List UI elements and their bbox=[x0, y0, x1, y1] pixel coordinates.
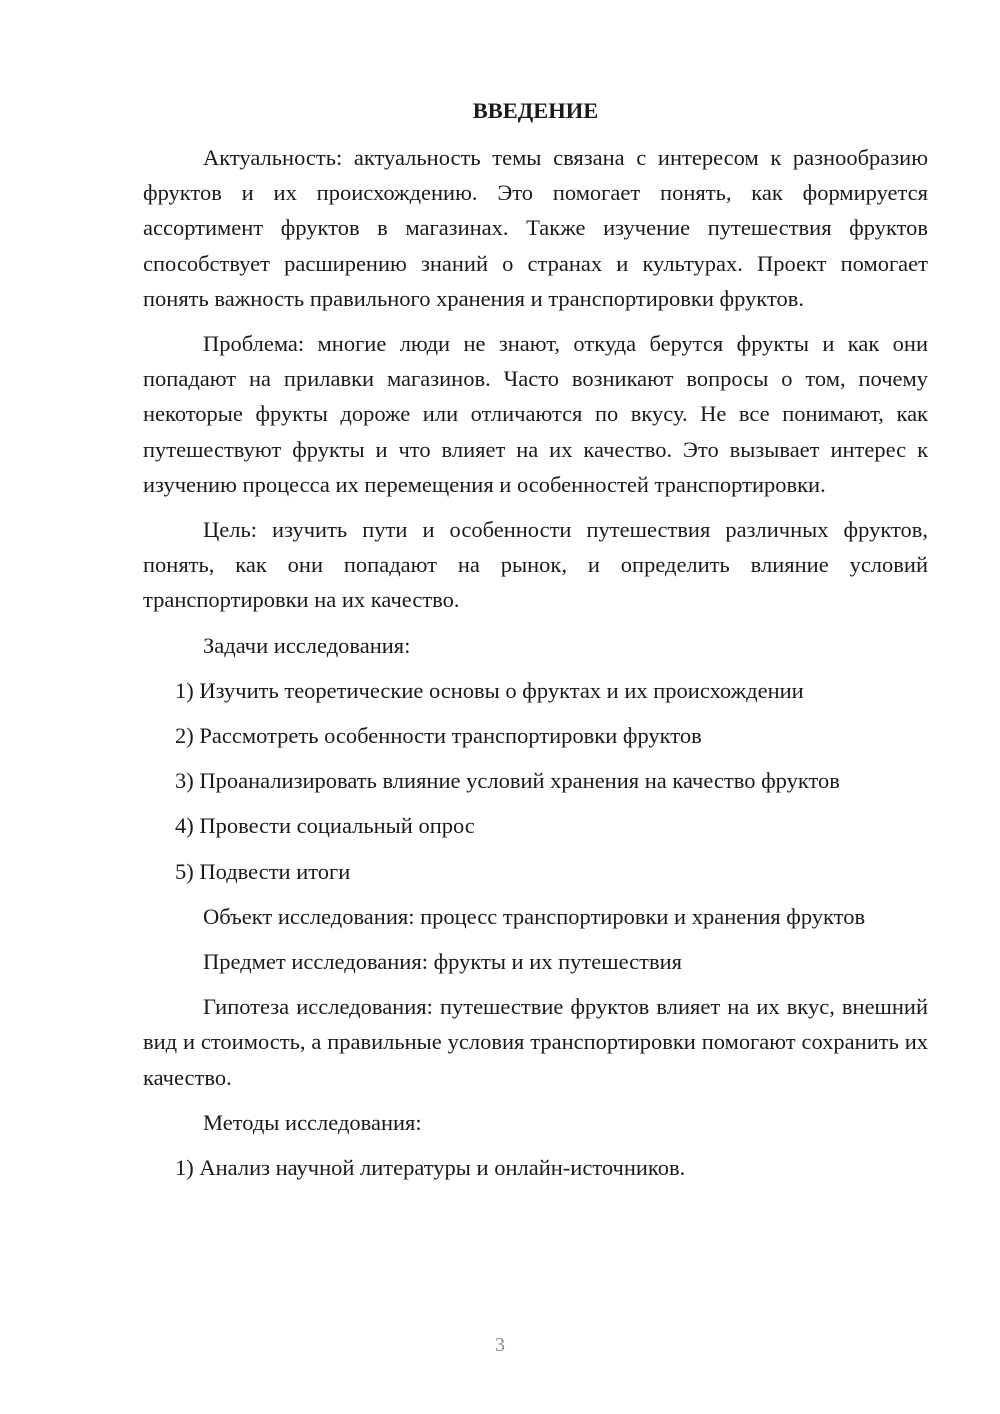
problem-paragraph: Проблема: многие люди не знают, откуда берутся фрукты и как они попадают на прилавки магазинов. Часто возникают вопросы о том, почему некоторые фрукты дороже или отличаются по вкусу. Не все понимают, как путешествуют фрукты и что влияет на их качество. Это вызывает интерес к изучению процесса их перемещения и особенностей транспортировки. bbox=[143, 331, 928, 497]
task-item-3: 3) Проанализировать влияние условий хранения на качество фруктов bbox=[175, 768, 840, 794]
object-paragraph: Объект исследования: процесс транспортировки и хранения фруктов bbox=[203, 903, 866, 929]
page-title: ВВЕДЕНИЕ bbox=[472, 98, 599, 123]
page-number: 3 bbox=[495, 1334, 505, 1356]
method-item-1: 1) Анализ научной литературы и онлайн-источников. bbox=[175, 1155, 686, 1181]
page-content bbox=[143, 93, 928, 1195]
hypothesis-paragraph: Гипотеза исследования: путешествие фруктов влияет на их вкус, внешний вид и стоимость, а правильные условия транспортировки помогают сохранить их качество. bbox=[143, 994, 928, 1090]
relevance-paragraph: Актуальность: актуальность темы связана с интересом к разнообразию фруктов и их происхождению. Это помогает понять, как формируется ассортимент фруктов в магазинах. Также изучение путешествия фруктов способствует расширению знаний о странах и культурах. Проект помогает понять важность правильного хранения и транспортировки фруктов. bbox=[143, 145, 928, 311]
subject-paragraph: Предмет исследования: фрукты и их путешествия bbox=[203, 949, 682, 975]
tasks-heading: Задачи исследования: bbox=[203, 632, 411, 658]
task-item-5: 5) Подвести итоги bbox=[175, 858, 351, 884]
task-item-1: 1) Изучить теоретические основы о фруктах и их происхождении bbox=[175, 677, 804, 703]
methods-heading: Методы исследования: bbox=[203, 1109, 422, 1135]
task-item-4: 4) Провести социальный опрос bbox=[175, 813, 475, 839]
goal-paragraph: Цель: изучить пути и особенности путешествия различных фруктов, понять, как они попадают на рынок, и определить влияние условий транспортировки на их качество. bbox=[143, 517, 928, 613]
task-item-2: 2) Рассмотреть особенности транспортировки фруктов bbox=[175, 723, 702, 749]
